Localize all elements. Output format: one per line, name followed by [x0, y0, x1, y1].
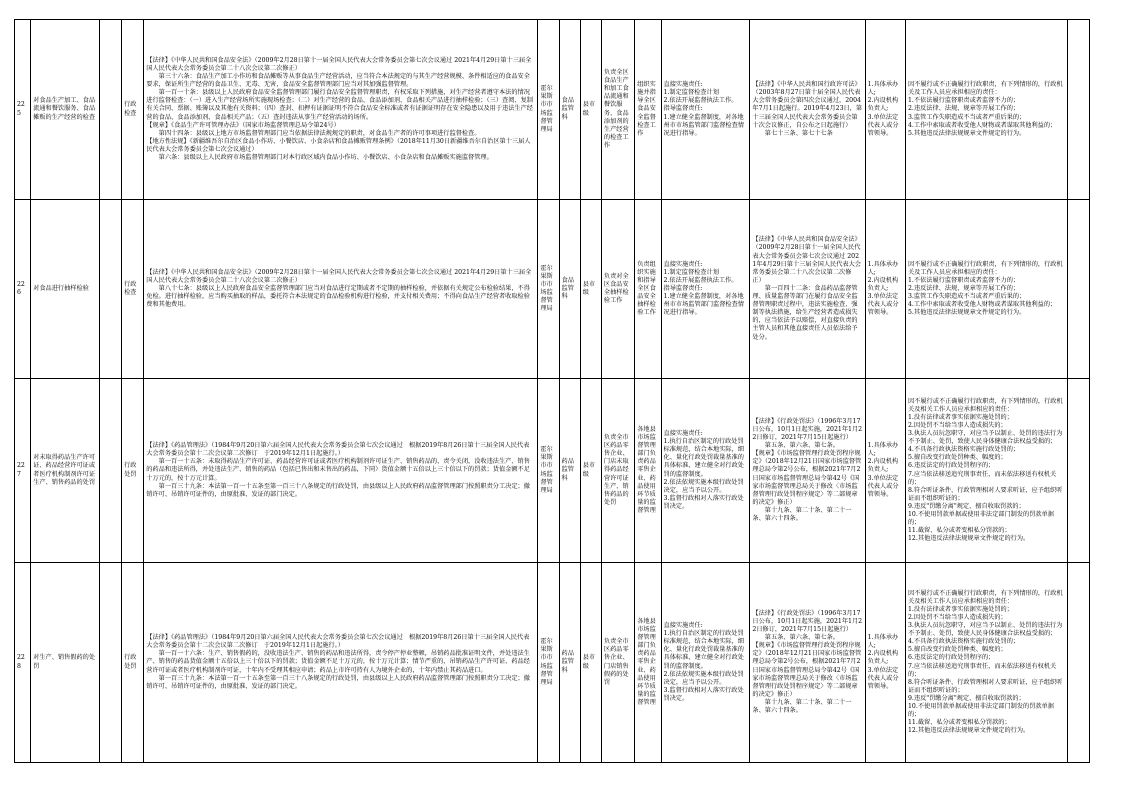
- accountability-cases: 因不履行或不正确履行行政职责，有下列情形的，行政机关及工作人员应承担相应的责任： 1.不依法履行监督职责或者监督不力的； 2.违反法律、法规、规章等开展工作的； 3.监管工作失职造成不当或者严重后果的； 4.工作中索取或者收受他人财物或者谋取其他利益的； 5.其他违反法律法规规章文件规定的行为。: [906, 200, 1068, 379]
- empty-cell: [99, 20, 121, 200]
- accountability-basis: 【法律】《中华人民共和国食品安全法》（2009年2月28日第十一届全国人民代表大会常务委员会第七次会议通过 2021年4月29日第十三届全国人民代表大会常务委员会第二十八次会议第二次修正） 第一百四十二条：食品药品监督管理、质量监督等部门在履行食品安全监督管理职责过程中，违法实施检查、强制等执法措施，给生产经营者造成损失的，应当依法予以赔偿，对直接负责的主管人员和其他直接责任人员依法给予处分。: [750, 200, 865, 379]
- accountability-cases: 因不履行或不正确履行行政职责，有下列情形的，行政机关及相关工作人员应承担相应的责任： 1.没有法律或者事实依据实施处罚的； 2.因处罚不当给当事人造成损失的； 3.执法人员玩忽职守，对应当予以制止、处罚的违法行为不予制止、处罚，致使人民身体健康合法权益受损的； 4.不具备行政执法资格实施行政处罚的； 5.擅自改变行政处罚种类、幅度的； 6.违反法定的行政处罚程序的； 7.应当依法移送追究刑事责任，而未依法移送有权机关的； 8.符合听证条件、行政管理相对人要求听证，应予组织听证而不组织听证的； 9.违反"罚缴分离"规定，擅自收取罚款的； 10.不使用罚款单据或使用非法定部门制发的罚款单据的； 11.截留、私分或者变相私分罚款的； 12.其他违反法律法规规章文件规定的行为。: [906, 563, 1068, 763]
- subject: 负责全区食品生产和加工食品流通和餐饮服务、食品添加剂的生产经营的检查工作: [601, 20, 634, 200]
- duty: 直接实施责任: 1.执行自治区制定的行政处罚标准规范，结合本地实际，细化、量化行政处罚裁量基准的具体标准，建立健全对行政处罚的监督制度。 2.依法依规实施本级行政处罚决定，应当予以公开。 3.监督行政相对人落实行政处罚决定。: [661, 563, 750, 763]
- subject: 负责对全区食品安全抽样检验工作: [601, 200, 634, 379]
- table-row: [15, 20, 1090, 200]
- accountability-basis: 【法律】《行政处罚法》（1996年3月17日公布，10月1日起实施，2021年1月22日修订，2021年7月15日起施行） 第五条、第六条、第七条。 【规章】《市场监督管理行政处罚程序规定》（2018年12月21日国家市场监督管理总局令第2号公布，根据2021年7月2日国家市场监督管理总局令第42号《国家市场监督管理总局关于修改〈市场监督管理行政处罚程序规定〉等二部规章的决定》修正） 第十九条、第二十条、第二十一条、第六十四条。: [750, 379, 865, 563]
- responsibility-table: [14, 19, 1090, 763]
- item-name: 对未取得药品生产许可证、药品经营许可证或者医疗机构制剂许可证生产、销售药品的处罚: [31, 379, 100, 563]
- legal-basis: 【法律】《药品管理法》（1984年9月20日第六届全国人民代表大会常务委员会第七次会议通过 根据2019年8月26日第十三届全国人民代表大会常务委员会第十二次会议第二次修订 于2019年12月1日起施行。） 第一百一十五条：未取得药品生产许可证、药品经营许可证或者医疗机构制剂许可证生产、销售药品的，责令关闭，没收违法生产、销售的药品和违法所得，并处违法生产、销售的药品（包括已售出和未售出的药品，下同）货值金额十五倍以上三十倍以下的罚款；货值金额不足十万元的，按十万元计算。 第一百三十九条：本法第一百一十五条至第一百三十八条规定的行政处罚，由县级以上人民政府药品监督管理部门按照职责分工决定；撤销许可、吊销许可证件的，由原批准、发证的部门决定。: [144, 379, 538, 563]
- empty-cell: [99, 200, 121, 379]
- accountability-cases: 因不履行或不正确履行行政职责，有下列情形的，行政机关及工作人员应承担相应的责任： 1.不依法履行监督职责或者监督不力的； 2.违反法律、法规、规章等开展工作的； 3.监管工作失职造成不当或者严重后果的； 4.工作中索取或者收受他人财物或者谋取其他利益的； 5.其他违反法律法规规章文件规定的行为。: [906, 20, 1068, 200]
- office: 药品监管科: [559, 563, 580, 763]
- subject: 负责全市区药品零售企业、门店销售假药的处罚: [601, 563, 634, 763]
- row-number: 226: [15, 200, 31, 379]
- remarks-cell: [1067, 379, 1089, 563]
- division: 各地县市场监督管理部门负责药品零售企业、药品使用环节质量的监督管理: [635, 379, 661, 563]
- item-name: 对生产、销售假药的处罚: [31, 563, 100, 763]
- item-type: 行政处罚: [122, 379, 144, 563]
- level: 县市级: [580, 200, 601, 379]
- department: 霍尔果斯市市场监督管理局: [538, 20, 559, 200]
- empty-cell: [99, 379, 121, 563]
- remarks-cell: [1067, 200, 1089, 379]
- legal-basis: 【法律】《药品管理法》（1984年9月20日第六届全国人民代表大会常务委员会第七次会议通过 根据2019年8月26日第十三届全国人民代表大会常务委员会第十二次会议第二次修订 于2019年12月1日起施行。） 第一百一十六条：生产、销售假药的，没收违法生产、销售的药品和违法所得，责令停产停业整顿，吊销药品批准证明文件，并处违法生产、销售的药品货值金额十五倍以上三十倍以下的罚款；货值金额不足十万元的，按十万元计算；情节严重的，吊销药品生产许可证、药品经营许可证或者医疗机构制剂许可证，十年内不受理其相应申请；药品上市许可持有人为境外企业的，十年内禁止其药品进口。 第一百三十九条：本法第一百一十五条至第一百三十八条规定的行政处罚，由县级以上人民政府药品监督管理部门按照职责分工决定；撤销许可、吊销许可证件的，由原批准、发证的部门决定。: [144, 563, 538, 763]
- accountability-basis: 【法律】《行政处罚法》（1996年3月17日公布，10月1日起实施，2021年1月22日修订，2021年7月15日起施行） 第五条、第六条、第七条。 【规章】《市场监督管理行政处罚程序规定》（2018年12月21日国家市场监督管理总局令第2号公布，根据2021年7月2日国家市场监督管理总局令第42号《国家市场监督管理总局关于修改〈市场监督管理行政处罚程序规定〉等二部规章的决定》修正） 第十九条、第二十条、第二十一条、第六十四条。: [750, 563, 865, 763]
- responsible-persons: 1.具体承办人; 2.内设机构负责人; 3.单位法定代表人或分管领导。: [865, 20, 905, 200]
- office: 食品监管科: [559, 20, 580, 200]
- row-number: 227: [15, 379, 31, 563]
- legal-basis: 【法律】《中华人民共和国食品安全法》（2009年2月28日第十一届全国人民代表大会常务委员会第七次会议通过 2021年4月29日第十三届全国人民代表大会常务委员会第二十八次会议第二次修正） 第八十七条：县级以上人民政府食品安全监督管理部门应当对食品进行定期或者不定期的抽样检验，并依据有关规定公布检验结果，不得免检。进行抽样检验，应当购买抽取的样品，委托符合本法规定的食品检验机构进行检验，并支付相关费用；不得向食品生产经营者收取检验费和其他费用。: [144, 200, 538, 379]
- office: 药品监管科: [559, 379, 580, 563]
- department: 霍尔果斯市市场监督管理局: [538, 379, 559, 563]
- level: 县市级: [580, 379, 601, 563]
- remarks-cell: [1067, 563, 1089, 763]
- table-row: [15, 563, 1090, 763]
- table-row: [15, 200, 1090, 379]
- department: 霍尔果斯市市场监督管理局: [538, 200, 559, 379]
- duty: 直接实施责任: 1.执行自治区制定的行政处罚标准规范，结合本地实际，细化、量化行政处罚裁量基准的具体标准，建立健全对行政处罚的监督制度。 2.依法依规实施本级行政处罚决定，应当予以公开。 3.监督行政相对人落实行政处罚决定。: [661, 379, 750, 563]
- office: 食品监管科: [559, 200, 580, 379]
- level: 县市级: [580, 563, 601, 763]
- item-type: 行政检查: [122, 200, 144, 379]
- item-name: 对食品生产加工、食品流通和餐饮服务、食品摊贩的生产经营的检查: [31, 20, 100, 200]
- department: 霍尔果斯市市场监督管理局: [538, 563, 559, 763]
- duty: 直接实施责任: 1.制定监督检查计划 2.依法开展监督执法工作。 指导监督责任: 1.建立健全监督制度，对各地州市市场监管部门监督检查情况进行指导。: [661, 200, 750, 379]
- row-number: 228: [15, 563, 31, 763]
- accountability-basis: 【法律】《中华人民共和国行政许可法》（2003年8月27日第十届全国人民代表大会常务委员会第四次会议通过，2004年7月1日起施行。2019年4月23日，第十三届全国人民代表大会常务委员会第十次会议修正，自公布之日起施行） 第七十三条、第七十七条: [750, 20, 865, 200]
- row-number: 225: [15, 20, 31, 200]
- responsible-persons: 1.具体承办人; 2.内设机构负责人; 3.单位法定代表人或分管领导。: [865, 379, 905, 563]
- division: 各地县市场监督管理部门负责药品零售企业、药品使用环节质量的监督管理: [635, 563, 661, 763]
- division: 负责组织实施和指导全区食品安全抽样检验工作: [635, 200, 661, 379]
- subject: 负责全市区药品零售企业、门店未取得药品经营许可证生产、销售药品的处罚: [601, 379, 634, 563]
- legal-basis: 【法律】《中华人民共和国食品安全法》（2009年2月28日第十一届全国人民代表大会常务委员会第七次会议通过 2021年4月29日第十三届全国人民代表大会常务委员会第二十八次会议第二次修正） 第三十六条：食品生产加工小作坊和食品摊贩等从事食品生产经营活动，应当符合本法规定的与其生产经营规模、条件相适应的食品安全要求，保证所生产经营的食品卫生、无毒、无害，食品安全监督管理部门应当对其加强监督管理。 第一百一十条：县级以上人民政府食品安全监督管理部门履行食品安全监督管理职责，有权采取下列措施，对生产经营者遵守本法的情况进行监督检查：（一）进入生产经营场所实施现场检查；（二）对生产经营的食品、食品添加剂、食品相关产品进行抽样检验；（三）查阅、复制有关合同、票据、账簿以及其他有关资料；（四）查封、扣押有证据证明不符合食品安全标准或者有证据证明存在安全隐患以及用于违法生产经营的食品、食品添加剂、食品相关产品；（五）查封违法从事生产经营活动的场所。 【规章】《食品生产许可管理办法》（国家市场监督管理总局令第24号） 第四十四条：县级以上地方市场监督管理部门应当依据法律法规规定的职责，对食品生产者的许可事项进行监督检查。 【地方性法规】《新疆维吾尔自治区食品小作坊、小餐饮店、小食杂店和食品摊贩管理条例》（2018年11月30日新疆维吾尔自治区第十三届人民代表大会常务委员会第七次会议通过） 第六条：县级以上人民政府市场监督管理部门对本行政区域内食品小作坊、小餐饮店、小食杂店和食品摊贩实施监督管理。: [144, 20, 538, 200]
- responsible-persons: 1.具体承办人; 2.内设机构负责人; 3.单位法定代表人或分管领导。: [865, 200, 905, 379]
- item-name: 对食品进行抽样检验: [31, 200, 100, 379]
- level: 县市级: [580, 20, 601, 200]
- item-type: 行政检查: [122, 20, 144, 200]
- accountability-cases: 因不履行或不正确履行行政职责，有下列情形的，行政机关及相关工作人员应承担相应的责任： 1.没有法律或者事实依据实施处罚的； 2.因处罚不当给当事人造成损失的； 3.执法人员玩忽职守，对应当予以制止、处罚的违法行为不予制止、处罚，致使人民身体健康合法权益受损的； 4.不具备行政执法资格实施行政处罚的； 5.擅自改变行政处罚种类、幅度的； 6.违反法定的行政处罚程序的； 7.应当依法移送追究刑事责任，而未依法移送有权机关的； 8.符合听证条件、行政管理相对人要求听证，应予组织听证而不组织听证的； 9.违反"罚缴分离"规定，擅自收取罚款的； 10.不使用罚款单据或使用非法定部门制发的罚款单据的； 11.截留、私分或者变相私分罚款的； 12.其他违反法律法规规章文件规定的行为。: [906, 379, 1068, 563]
- empty-cell: [99, 563, 121, 763]
- responsible-persons: 1.具体承办人; 2.内设机构负责人; 3.单位法定代表人或分管领导。: [865, 563, 905, 763]
- table-row: [15, 379, 1090, 563]
- division: 组织实施并指导全区食品安全监督检查工作: [635, 20, 661, 200]
- duty: 直接实施责任: 1.制定监督检查计划 2.依法开展监督执法工作。 指导监督责任: 1.建立健全监督制度，对各地州市市场监管部门监督检查情况进行指导。: [661, 20, 750, 200]
- remarks-cell: [1067, 20, 1089, 200]
- item-type: 行政处罚: [122, 563, 144, 763]
